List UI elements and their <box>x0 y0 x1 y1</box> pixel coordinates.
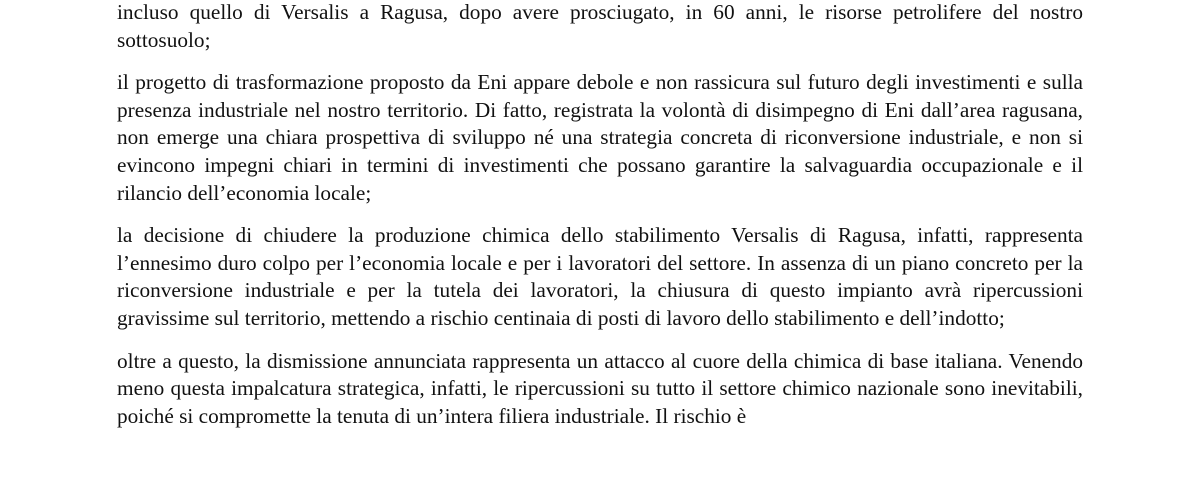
paragraph-4: oltre a questo, la dismissione annunciata rappresenta un attacco al cuore della chimica di base italiana. Venendo meno questa impalcatura strategica, infatti, le ripercussioni su tutto il settore chimico nazionale sono inevitabili, poiché si compromette la tenuta di un’intera filiera industriale. Il rischio è <box>117 348 1083 428</box>
paragraph-2: il progetto di trasformazione proposto da Eni appare debole e non rassicura sul futuro degli investimenti e sulla presenza industriale nel nostro territorio. Di fatto, registrata la volontà di disimpegno di Eni dall’area ragusana, non emerge una chiara prospettiva di sviluppo né una strategia concreta di riconversione industriale, e non si evincono impegni chiari in termini di investimenti che possano garantire la salvaguardia occupazionale e il rilancio dell’economia locale; <box>117 70 1083 205</box>
paragraph-3: la decisione di chiudere la produzione chimica dello stabilimento Versalis di Ragusa, infatti, rappresenta l’ennesimo duro colpo per l’economia locale e per i lavoratori del settore. In assenza di un piano concreto per la riconversione industriale e per la tutela dei lavoratori, la chiusura di questo impianto avrà ripercussioni gravissime sul territorio, mettendo a rischio centinaia di posti di lavoro dello stabilimento e dell’indotto; <box>117 223 1083 330</box>
document-body <box>117 0 1083 445</box>
paragraph-1: incluso quello di Versalis a Ragusa, dopo avere prosciugato, in 60 anni, le risorse petrolifere del nostro sottosuolo; <box>117 0 1083 52</box>
